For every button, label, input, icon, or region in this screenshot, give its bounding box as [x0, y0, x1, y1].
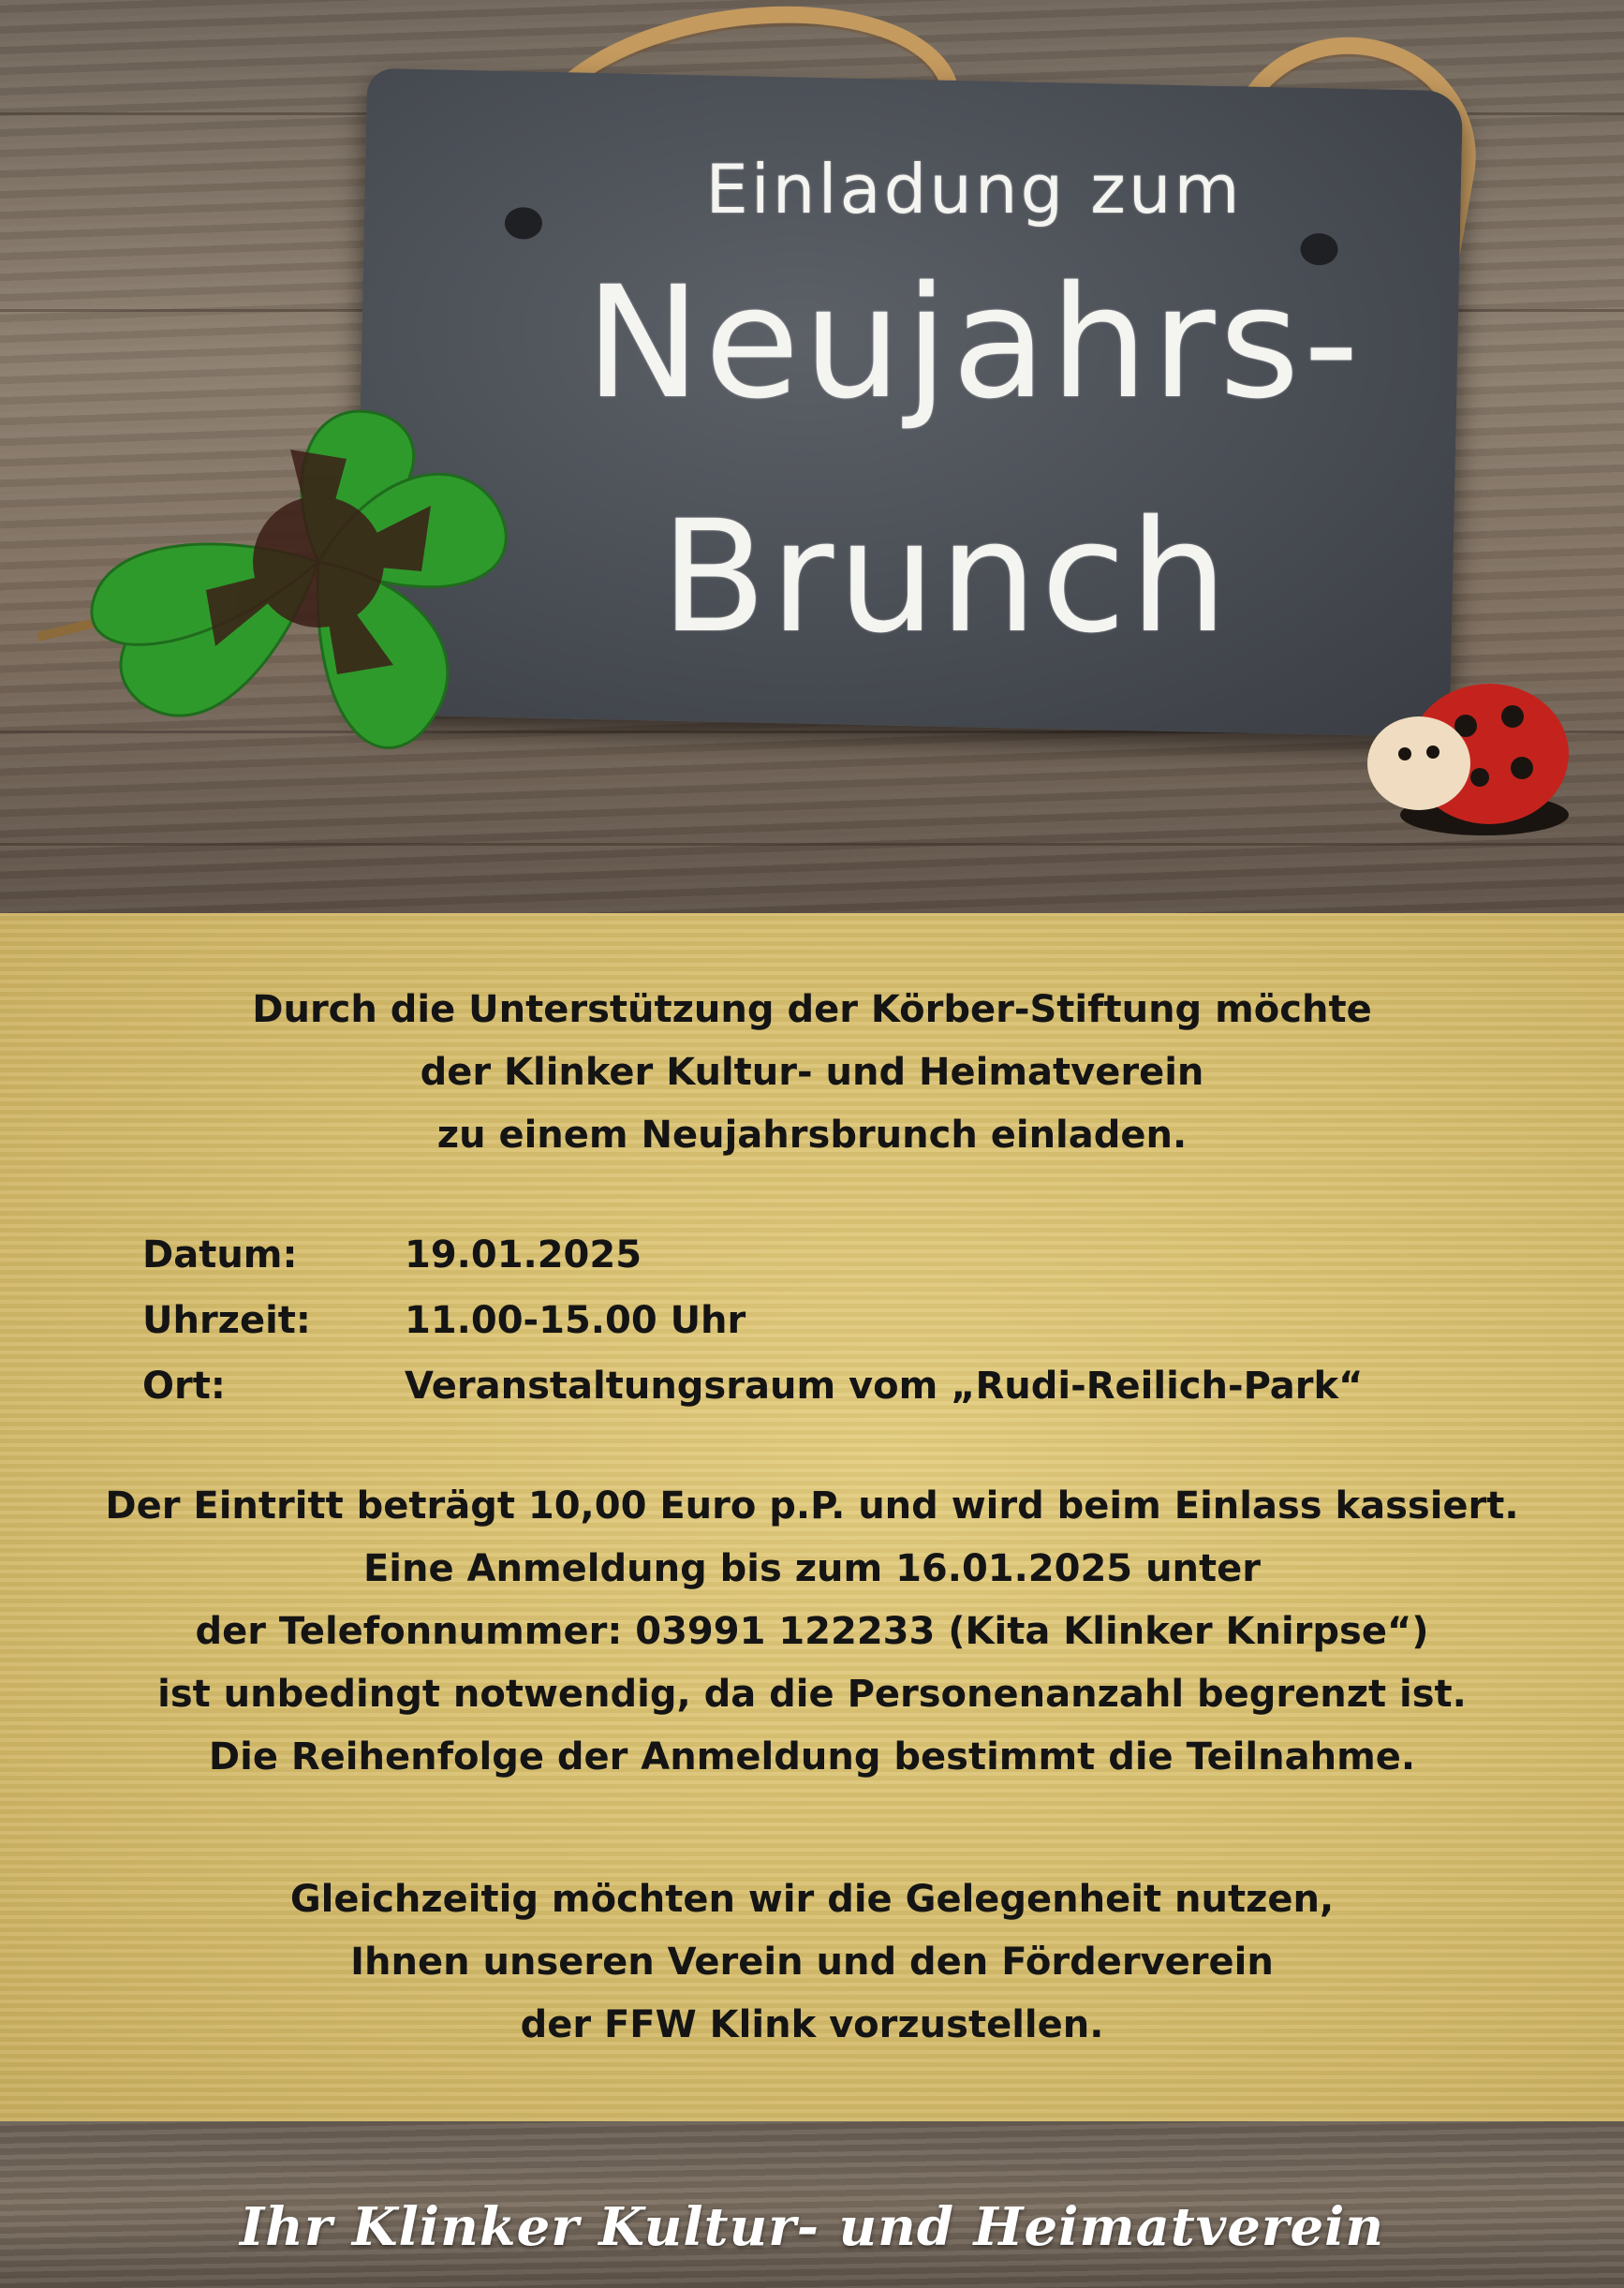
four-leaf-clover-icon [37, 309, 618, 834]
info-line: Eine Anmeldung bis zum 16.01.2025 unter [362, 1547, 1261, 1590]
info-line: Der Eintritt beträgt 10,00 Euro p.P. und wird beim Einlass kassiert. [105, 1484, 1519, 1528]
intro-line: der Klinker Kultur- und Heimatverein [420, 1051, 1204, 1094]
intro-paragraph [0, 979, 1624, 1167]
detail-value: 19.01.2025 [405, 1233, 642, 1277]
detail-row-date [142, 1222, 1363, 1288]
intro-line: zu einem Neujahrsbrunch einladen. [436, 1114, 1188, 1157]
info-line: Die Reihenfolge der Anmeldung bestimmt die Teilnahme. [208, 1735, 1416, 1779]
invitation-panel [0, 913, 1624, 2121]
detail-value: Veranstaltungsraum vom „Rudi-Reilich-Park“ [405, 1365, 1364, 1408]
detail-row-time [142, 1288, 1363, 1353]
detail-label: Ort: [142, 1365, 226, 1408]
hero-photo [0, 0, 1624, 913]
detail-value: 11.00-15.00 Uhr [405, 1299, 746, 1342]
chalk-line-neujahrs: Neujahrs- [584, 253, 1364, 433]
info-line: der Telefonnummer: 03991 122233 (Kita Klinker Knirpse“) [195, 1610, 1429, 1653]
info-line: ist unbedingt notwendig, da die Personenanzahl begrenzt ist. [157, 1673, 1467, 1716]
detail-label: Datum: [142, 1233, 298, 1277]
footer-wood [0, 2121, 1624, 2288]
closing-line: Gleichzeitig möchten wir die Gelegenheit nutzen, [289, 1878, 1335, 1921]
closing-line: Ihnen unseren Verein und den Förderverein [350, 1941, 1274, 1984]
chalk-line-invitation: Einladung zum [705, 150, 1243, 229]
intro-line: Durch die Unterstützung der Körber-Stiftung möchte [252, 988, 1372, 1031]
slate-hole [505, 207, 543, 240]
ladybug-icon [1363, 660, 1573, 848]
chalk-line-brunch: Brunch [660, 487, 1232, 667]
closing-line: der FFW Klink vorzustellen. [520, 2003, 1104, 2046]
info-paragraph [0, 1475, 1624, 1789]
detail-row-location [142, 1353, 1363, 1419]
event-details [142, 1222, 1363, 1419]
closing-paragraph [0, 1868, 1624, 2057]
signature: Ihr Klinker Kultur- und Heimatverein [239, 2196, 1385, 2258]
detail-label: Uhrzeit: [142, 1299, 311, 1342]
